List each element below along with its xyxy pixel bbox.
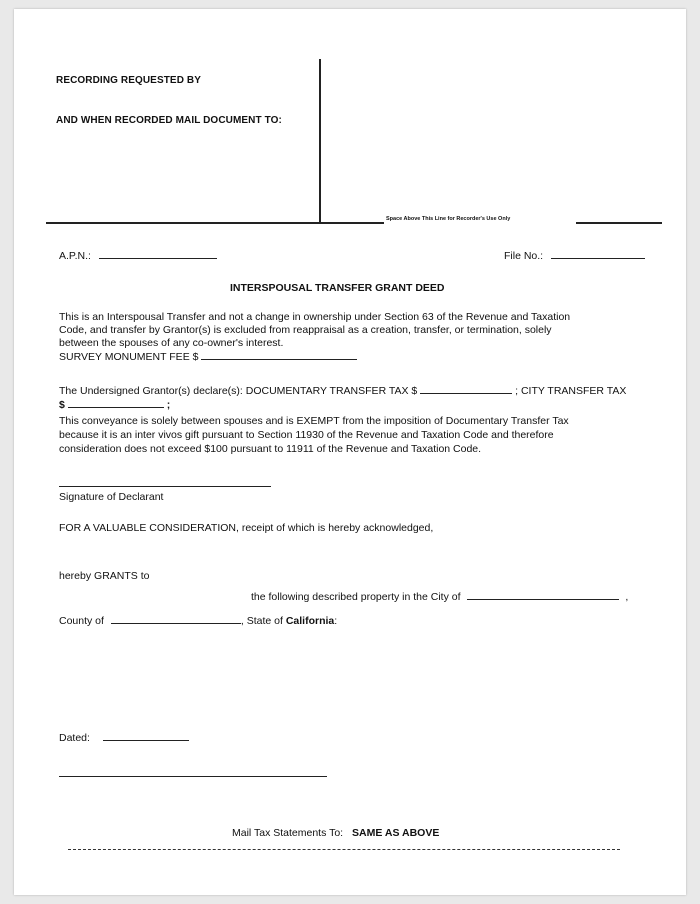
mail-document-to: AND WHEN RECORDED MAIL DOCUMENT TO:: [56, 115, 282, 126]
header-right-rule: [576, 222, 662, 224]
file-no-field: [504, 249, 645, 262]
state-label: , State of: [240, 615, 283, 627]
dated-field: [59, 731, 189, 744]
bottom-signature-line[interactable]: [59, 776, 327, 777]
county-state-field: [59, 614, 337, 627]
mail-tax-value: SAME AS ABOVE: [352, 827, 440, 839]
survey-fee-label: SURVEY MONUMENT FEE $: [59, 351, 199, 363]
documentary-tax-input[interactable]: [420, 384, 512, 394]
recorder-use-note: Space Above This Line for Recorder's Use Only: [386, 216, 511, 222]
footer-dashed-rule: [68, 849, 620, 850]
consideration-text: FOR A VALUABLE CONSIDERATION, receipt of which is hereby acknowledged,: [59, 522, 434, 534]
exempt-line-3: consideration does not exceed $100 pursuant to 11911 of the Revenue and Taxation Code.: [59, 443, 482, 455]
exempt-line-2: because it is an inter vivos gift pursuant to Section 11930 of the Revenue and Taxation Code and therefore: [59, 429, 554, 441]
transfer-tax-line: [59, 384, 626, 397]
city-tax-input[interactable]: [68, 398, 164, 408]
intro-line-3: between the spouses of any co-owner's interest.: [59, 337, 284, 349]
city-tax-label: ; CITY TRANSFER TAX: [515, 385, 627, 397]
survey-fee-input[interactable]: [201, 350, 357, 360]
file-no-input[interactable]: [551, 249, 645, 259]
signature-line[interactable]: [59, 486, 271, 487]
mail-tax-statements: [232, 827, 439, 839]
survey-fee-field: [59, 350, 357, 363]
dated-label: Dated:: [59, 732, 90, 744]
apn-input[interactable]: [99, 249, 217, 259]
header-left-rule: [46, 222, 384, 224]
intro-line-2: Code, and transfer by Grantor(s) is excluded from reappraisal as a creation, transfer, or termination, solely: [59, 324, 552, 336]
dated-input[interactable]: [103, 731, 189, 741]
mail-tax-label: Mail Tax Statements To:: [232, 827, 344, 839]
signature-label: Signature of Declarant: [59, 491, 164, 503]
apn-label: A.P.N.:: [59, 250, 91, 262]
state-value: California: [285, 615, 335, 627]
header-vertical-rule: [319, 59, 321, 222]
grants-text: hereby GRANTS to: [59, 570, 150, 582]
city-tax-semicolon: ;: [166, 399, 171, 411]
county-input[interactable]: [111, 614, 241, 624]
property-city-field: [251, 590, 628, 603]
city-tax-dollar: $: [59, 399, 65, 411]
property-city-label: the following described property in the City of: [251, 591, 461, 603]
document-page: [14, 9, 686, 895]
document-title: INTERSPOUSAL TRANSFER GRANT DEED: [230, 282, 445, 294]
recording-requested-by: RECORDING REQUESTED BY: [56, 75, 201, 86]
state-colon: :: [334, 615, 338, 627]
city-tax-field: [59, 398, 170, 411]
exempt-line-1: This conveyance is solely between spouses and is EXEMPT from the imposition of Documentary Transfer Tax: [59, 415, 569, 427]
county-label: County of: [59, 615, 104, 627]
intro-line-1: This is an Interspousal Transfer and not a change in ownership under Section 63 of the Revenue and Taxation: [59, 311, 571, 323]
property-city-input[interactable]: [467, 590, 619, 600]
apn-field: [59, 249, 217, 262]
documentary-tax-label: The Undersigned Grantor(s) declare(s): DOCUMENTARY TRANSFER TAX $: [59, 385, 418, 397]
property-city-comma: ,: [625, 591, 629, 603]
file-no-label: File No.:: [504, 250, 544, 262]
